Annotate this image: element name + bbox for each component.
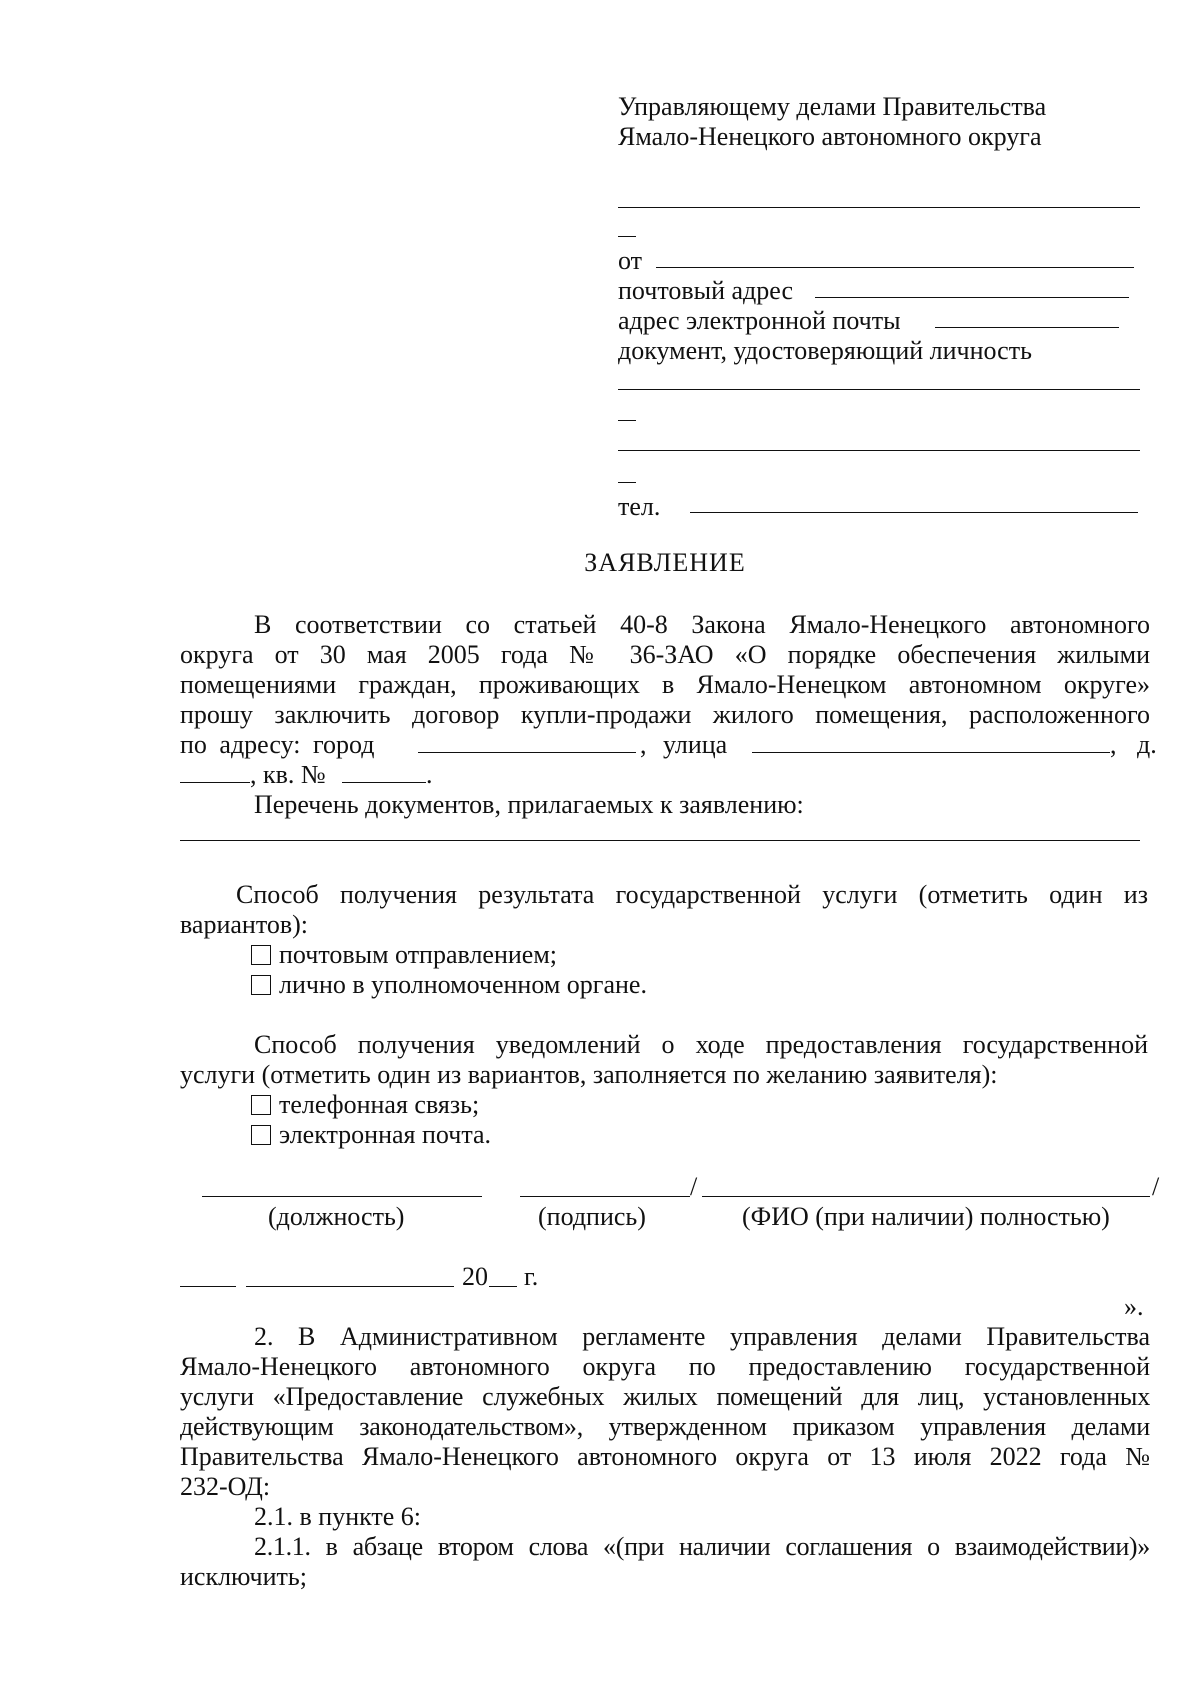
city-field[interactable] — [418, 752, 636, 753]
position-signature-line[interactable] — [202, 1196, 482, 1197]
dash-mark — [618, 236, 636, 237]
option-label: телефонная связь; — [279, 1090, 480, 1119]
addressee-line-1: Управляющему делами Правительства — [618, 92, 1047, 121]
item-2-1: 2.1. в пункте 6: — [254, 1502, 422, 1531]
signature-caption: (подпись) — [538, 1202, 646, 1231]
documents-list-field[interactable] — [180, 840, 1140, 841]
addressee-block — [618, 92, 1138, 152]
from-field[interactable] — [656, 267, 1134, 268]
date-day-field[interactable] — [180, 1286, 236, 1287]
date-year-prefix: 20 — [462, 1262, 488, 1291]
checkbox[interactable] — [251, 945, 271, 965]
item-2-1-1-line-1: 2.1.1. в абзаце втором слова «(при наличии соглашения о взаимодействии)» — [254, 1532, 1150, 1561]
document-title: ЗАЯВЛЕНИЕ — [584, 548, 746, 577]
slash: / — [1152, 1172, 1160, 1201]
email-field[interactable] — [935, 327, 1119, 328]
applicant-blank-line[interactable] — [618, 207, 1140, 208]
apartment-end: . — [426, 760, 433, 789]
date-month-field[interactable] — [246, 1286, 454, 1287]
dash-mark — [618, 482, 636, 483]
address-city-label: по адресу: город — [180, 730, 375, 759]
section2-line-4: действующим законодательством», утвержденном приказом управления делами — [180, 1412, 1150, 1441]
apartment-label: , кв. № — [250, 760, 326, 789]
result-option-in-person[interactable] — [251, 970, 647, 1000]
postal-address-field[interactable] — [815, 297, 1129, 298]
position-caption: (должность) — [268, 1202, 405, 1231]
item-2-1-1-line-2: исключить; — [180, 1562, 307, 1591]
checkbox[interactable] — [251, 975, 271, 995]
dash-mark — [618, 420, 636, 421]
result-option-mail[interactable] — [251, 940, 557, 970]
signature-line[interactable] — [520, 1196, 690, 1197]
documents-list-label: Перечень документов, прилагаемых к заявлению: — [254, 790, 804, 819]
email-label: адрес электронной почты — [618, 306, 901, 335]
option-label: почтовым отправлением; — [279, 940, 558, 969]
house-field[interactable] — [180, 782, 250, 783]
date-year-suffix: г. — [524, 1262, 539, 1291]
body-line-4: прошу заключить договор купли-продажи жилого помещения, расположенного — [180, 700, 1150, 729]
body-line-2: округа от 30 мая 2005 года № 36-ЗАО «О порядке обеспечения жилыми — [180, 640, 1150, 669]
checkbox[interactable] — [251, 1125, 271, 1145]
full-name-line[interactable] — [702, 1196, 1150, 1197]
id-document-field-2[interactable] — [618, 450, 1140, 451]
result-method-line-1: Способ получения результата государственной услуги (отметить один из — [236, 880, 1148, 909]
apartment-field[interactable] — [342, 782, 426, 783]
section2-line-2: Ямало-Ненецкого автономного округа по предоставлению государственной — [180, 1352, 1150, 1381]
closing-quote: ». — [1124, 1292, 1144, 1321]
option-label: лично в уполномоченном органе. — [279, 970, 647, 999]
notify-method-line-1: Способ получения уведомлений о ходе предоставления государственной — [254, 1030, 1148, 1059]
section2-line-6: 232-ОД: — [180, 1472, 271, 1501]
date-year-field[interactable] — [489, 1286, 517, 1287]
section2-line-1: 2. В Административном регламенте управления делами Правительства — [254, 1322, 1150, 1351]
postal-address-label: почтовый адрес — [618, 276, 793, 305]
section2-line-3: услуги «Предоставление служебных жилых помещений для лиц, установленных — [180, 1382, 1150, 1411]
result-method-line-2: вариантов): — [180, 910, 309, 939]
notify-option-email[interactable] — [251, 1120, 491, 1150]
addressee-line-2: Ямало-Ненецкого автономного округа — [618, 122, 1042, 151]
id-document-field-1[interactable] — [618, 389, 1140, 390]
option-label: электронная почта. — [279, 1120, 492, 1149]
body-line-1: В соответствии со статьей 40-8 Закона Ямало-Ненецкого автономного — [254, 610, 1150, 639]
address-house-label: , д. — [1110, 730, 1157, 759]
notify-option-phone[interactable] — [251, 1090, 479, 1120]
checkbox[interactable] — [251, 1095, 271, 1115]
phone-field[interactable] — [690, 512, 1138, 513]
body-line-3: помещениями граждан, проживающих в Ямало-Ненецком автономном округе» — [180, 670, 1150, 699]
slash: / — [690, 1172, 698, 1201]
address-street-label: , улица — [640, 730, 728, 759]
street-field[interactable] — [752, 752, 1110, 753]
full-name-caption: (ФИО (при наличии) полностью) — [742, 1202, 1110, 1231]
section2-line-5: Правительства Ямало-Ненецкого автономного округа от 13 июля 2022 года № — [180, 1442, 1150, 1471]
notify-method-line-2: услуги (отметить один из вариантов, заполняется по желанию заявителя): — [180, 1060, 998, 1089]
phone-label: тел. — [618, 492, 661, 521]
from-label: от — [618, 246, 643, 275]
id-document-label: документ, удостоверяющий личность — [618, 336, 1032, 365]
